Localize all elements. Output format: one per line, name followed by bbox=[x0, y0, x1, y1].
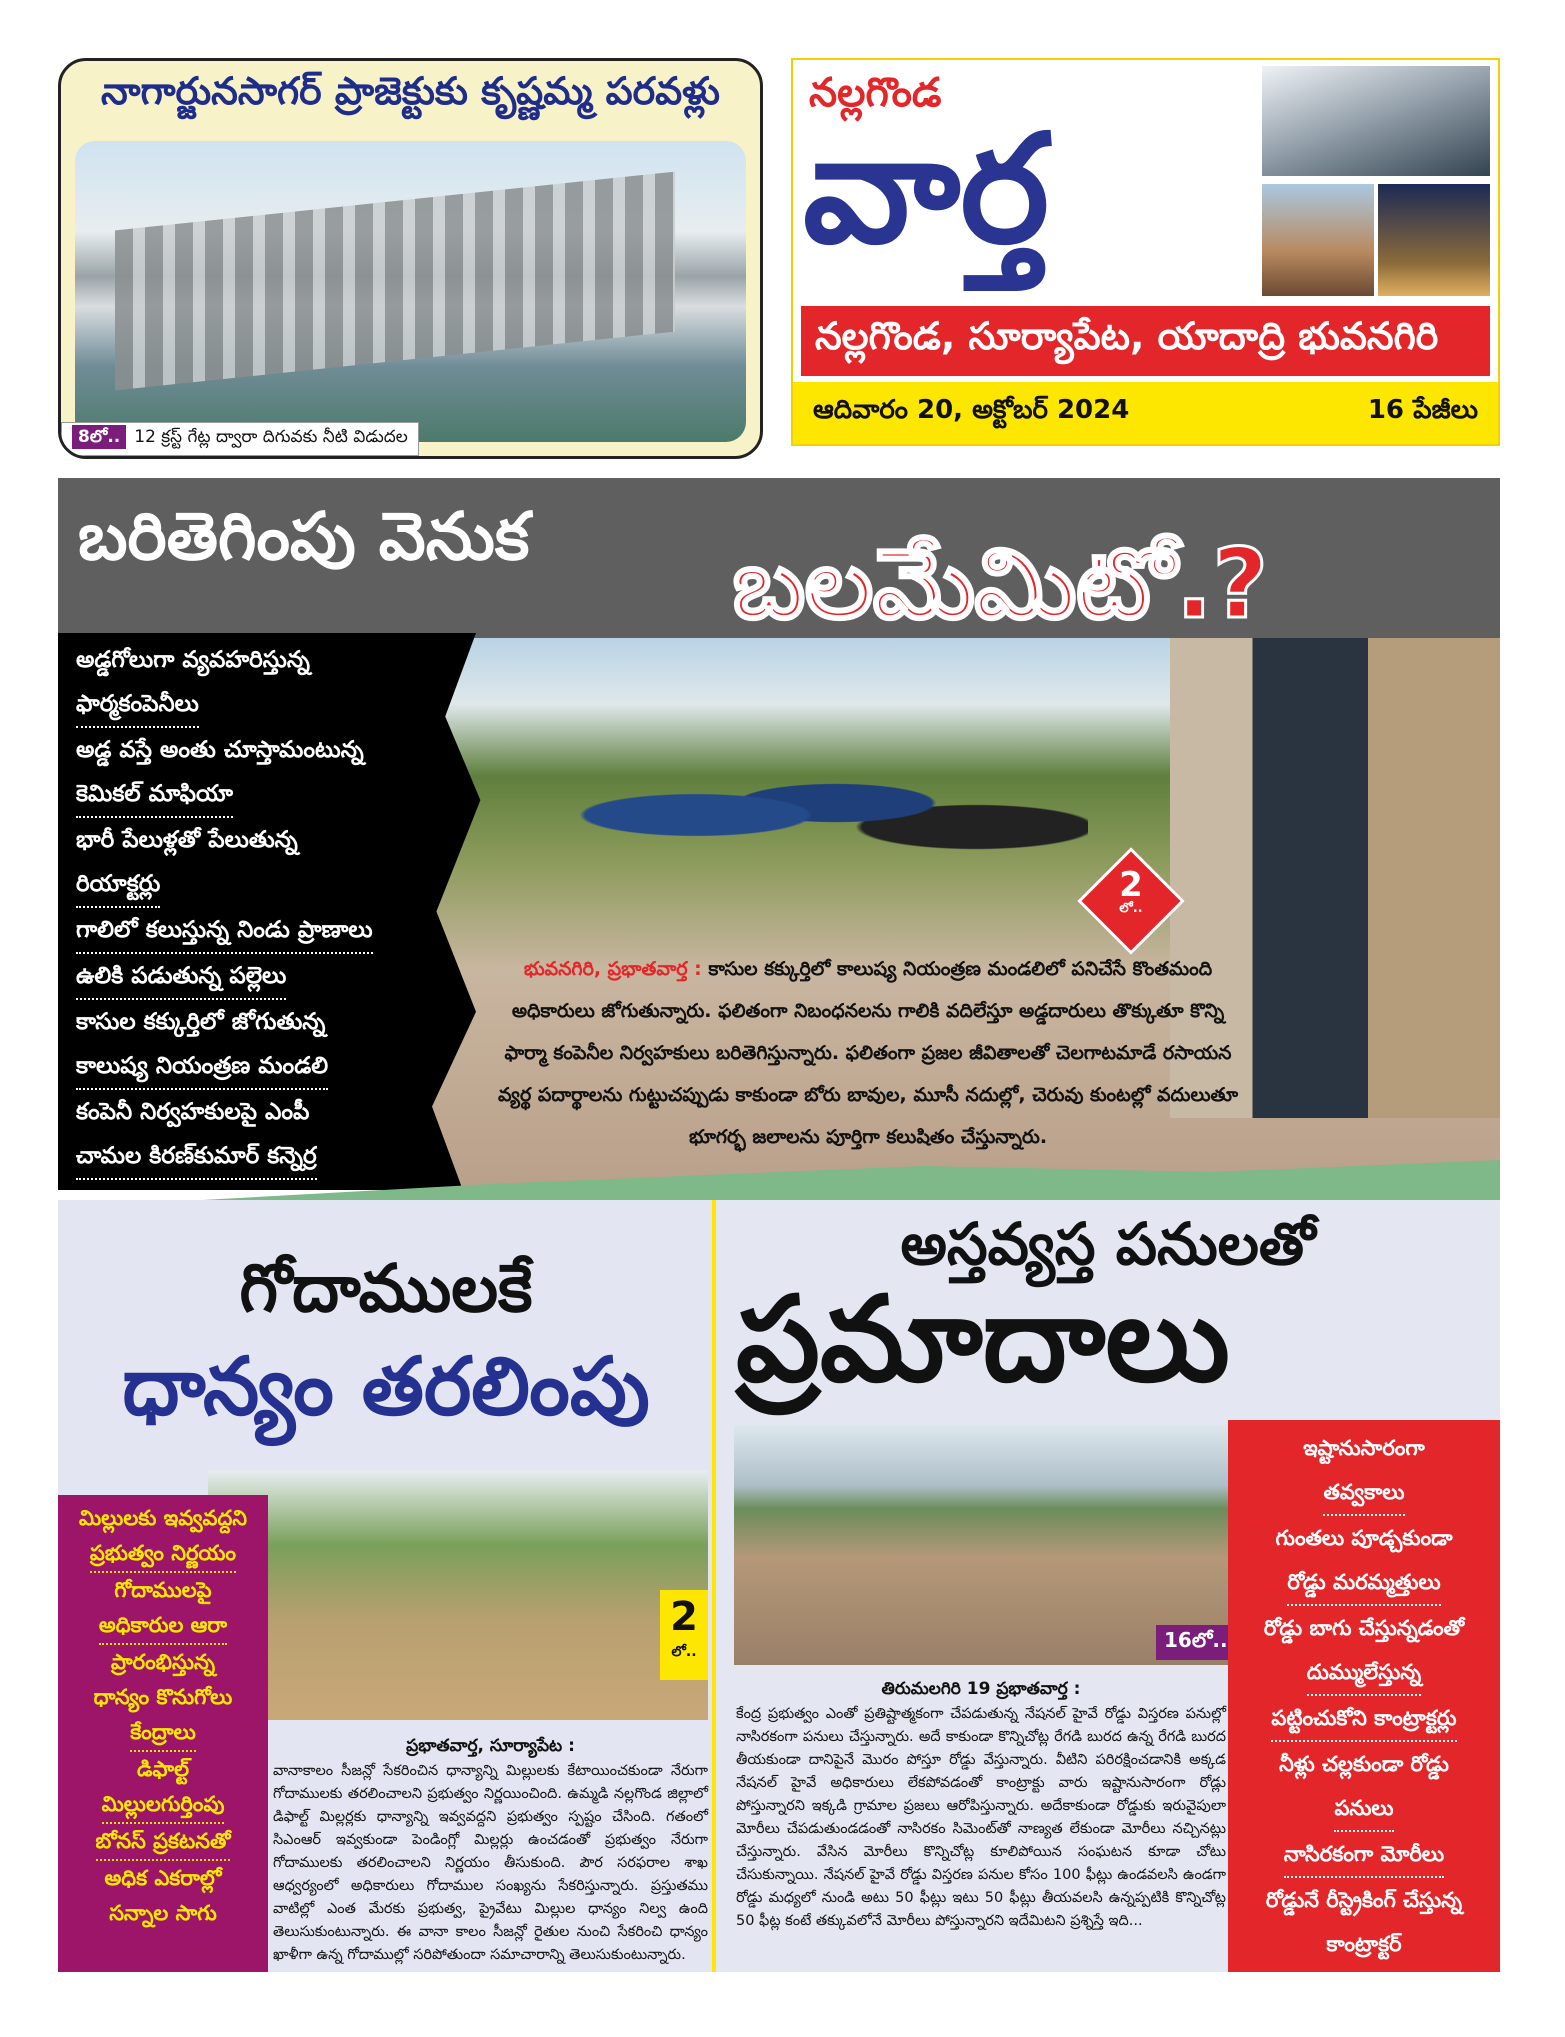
point-item: ఇష్టానుసారంగా bbox=[1303, 1436, 1425, 1460]
point-item: భారీ పేలుళ్లతో పేలుతున్న bbox=[76, 827, 298, 853]
page-ref-badge[interactable]: 2 లో.. bbox=[660, 1590, 708, 1680]
point-item: డిఫాల్ట్ bbox=[136, 1757, 190, 1781]
point-item: ప్రభుత్వం నిర్ణయం bbox=[90, 1536, 236, 1573]
dateline: తిరుమలగిరి 19 ప్రభాతవార్త : bbox=[881, 1679, 1081, 1699]
lead-story bbox=[58, 478, 1500, 1190]
point-item: రోడ్డు బాగు చేస్తున్నడంతో bbox=[1263, 1616, 1465, 1640]
point-item: కేంద్రాలు bbox=[130, 1715, 196, 1752]
point-item: అడ్డ వస్తే అంతు చూస్తామంటున్న bbox=[76, 737, 364, 763]
point-item: మిల్లులగుర్తింపు bbox=[102, 1787, 225, 1824]
page-ref-label[interactable]: 2 లో.. bbox=[1119, 865, 1143, 916]
right-points bbox=[1228, 1420, 1500, 1972]
drums-image bbox=[528, 743, 1088, 863]
top-story-headline: నాగార్జునసాగర్ ప్రాజెక్టుకు కృష్ణమ్మ పరవళ్లు bbox=[100, 69, 720, 113]
newspaper-logo: వార్త bbox=[803, 103, 1050, 277]
point-item: ఫార్మకంపెనీలు bbox=[76, 682, 199, 728]
point-item: కాంట్రాక్టర్ bbox=[1326, 1932, 1402, 1956]
right-headline-2: ప్రమాదాలు bbox=[736, 1270, 1230, 1408]
article-body: కేంద్ర ప్రభుత్వం ఎంతో ప్రతిష్టాత్మకంగా చేపడుతున్న నేషనల్ హైవే రోడ్డు విస్తరణ పనుల్లో నాసిరకంగా పనులు చేస్తున్నారు. అదే కాకుండా కొన్నిచోట్ల రేగడి బురద ఉన్న రేగడి బురద తీయకుండా దానిపైనే మొరం పోస్తూ రోడ్డు వేస్తున్నారు. వీటిని పరిరక్షించడానికి అక్కడ నేషనల్ హైవే అధికారులు లేకపోవడంతో కాంట్రాక్టు వారు ఇష్టానుసారంగా రోడ్లు పోస్తున్నారని ఇక్కడి గ్రామాల ప్రజలు ఆరోపిస్తున్నారు. అదేకాకుండా రోడ్డుకు ఇరువైపులా మోరీలు చేపడుతుండడంతో నాసిరకం సిమెంట్‌తో నాణ్యత లేకుండా మోరీలు నచ్చినట్లు చేస్తున్నారు. వేసిన మోరీలు కొన్నిచోట్ల కూలిపోయిన సంఘటన కూడా చోటు చేసుకున్నాయి. నేషనల్ హైవే రోడ్డు విస్తరణ పనుల కోసం 100 ఫీట్లు ఉండవలసి ఉండగా రోడ్డు మధ్యలో నుండి అటు 50 ఫీట్లు ఇటు 50 ఫీట్లు తీయవలసి ఉన్నప్పటికి కొన్నిచోట్ల 50 ఫీట్ల కంటే తక్కువలోనే మోరీలు పోస్తున్నారని ఇదేమిటని ప్రశ్నిస్తే ఇది... bbox=[736, 1706, 1226, 1929]
districts-banner: నల్లగొండ, సూర్యాపేట, యాదాద్రి భువనగిరి bbox=[801, 306, 1490, 376]
point-item: కాలుష్య నియంత్రణ మండలి bbox=[76, 1044, 328, 1090]
dam-gates-image bbox=[115, 172, 675, 391]
lead-points bbox=[76, 638, 436, 1180]
masthead-photo-temple bbox=[1262, 184, 1374, 296]
right-headline-1: అస్తవ్యస్త పనులతో bbox=[900, 1210, 1316, 1278]
masthead-photo-fort bbox=[1378, 184, 1490, 296]
left-headline-1: గోదాములకే bbox=[239, 1250, 533, 1327]
page-ref[interactable]: 8లో.. bbox=[72, 425, 126, 449]
point-item: నీళ్లు చల్లకుండా రోడ్డు bbox=[1279, 1752, 1449, 1776]
point-item: రోడ్డునే రీస్ట్రెకింగ్ చేస్తున్న bbox=[1265, 1888, 1463, 1912]
point-item: ప్రారంభిస్తున్న bbox=[111, 1650, 215, 1674]
point-item: బోనస్ ప్రకటనతో bbox=[96, 1824, 231, 1861]
point-item: ధాన్యం కొనుగోలు bbox=[93, 1685, 233, 1709]
point-item: అధిక ఎకరాల్లో bbox=[104, 1866, 222, 1890]
masthead-photo-dam bbox=[1262, 66, 1490, 176]
right-article bbox=[736, 1678, 1226, 1933]
point-item: నాసిరకంగా మోరీలు bbox=[1284, 1832, 1444, 1878]
date-bar bbox=[793, 382, 1498, 444]
point-item: కాసుల కక్కుర్తిలో జోగుతున్న bbox=[76, 1009, 326, 1035]
top-story-box[interactable] bbox=[58, 58, 763, 459]
point-item: కెమికల్ మాఫియా bbox=[76, 772, 233, 818]
page-ref-badge[interactable]: 16లో.. bbox=[1156, 1625, 1236, 1660]
grain-bags-photo bbox=[208, 1470, 708, 1720]
left-points bbox=[58, 1495, 268, 1972]
point-item: తవ్వకాలు bbox=[1323, 1470, 1404, 1516]
lead-body: భువనగిరి, ప్రభాతవార్త : కాసుల కక్కుర్తిలో కాలుష్య నియంత్రణ మండలిలో పనిచేసే కొంతమంది అధికారులు జోగుతున్నారు. ఫలితంగా నిబంధనలను గాలికి వదిలేస్తూ అడ్డదారులు తొక్కుతూ కొన్ని ఫార్మా కంపెనీల నిర్వహకులు బరితెగిస్తున్నారు. ఫలితంగా ప్రజల జీవితాలతో చెలగాటమాడే రసాయన వ్యర్థ పదార్థాలను గుట్టుచప్పుడు కాకుండా బోరు బావుల, మూసీ నదుల్లో, చెరువు కుంటల్లో వదులుతూ భూగర్భ జలాలను పూర్తిగా కలుషితం చేస్తున్నారు. bbox=[497, 958, 1239, 1148]
point-item: మిల్లులకు ఇవ్వవద్దని bbox=[78, 1506, 248, 1530]
point-item: గుంతలు పూడ్చకుండా bbox=[1275, 1526, 1453, 1550]
issue-date: ఆదివారం 20, అక్టోబర్ 2024 bbox=[813, 395, 1130, 425]
right-story bbox=[716, 1200, 1500, 1972]
point-item: ఉలికి పడుతున్న పల్లెలు bbox=[76, 954, 286, 1000]
point-item: గాలిలో కలుస్తున్న నిండు ప్రాణాలు bbox=[76, 908, 373, 954]
left-story bbox=[58, 1200, 714, 1972]
point-item: రియాక్టర్లు bbox=[76, 862, 160, 908]
article-body: వానాకాలం సీజన్లో సేకరించిన ధాన్యాన్ని మిల్లులకు కేటాయించకుండా నేరుగా గోదాములకు తరలించాలని ప్రభుత్వం నిర్ణయించింది. ఉమ్మడి నల్లగొండ జిల్లాలో డిఫాల్ట్ మిల్లర్లకు ధాన్యాన్ని ఇవ్వవద్దని ప్రభుత్వం స్పష్టం చేసింది. గతంలో సిఎంఆర్ ఇవ్వకుండా పెండింగ్లో మిల్లర్లు ఉంచడంతో ప్రభుత్వం నేరుగా గోదాములకు తరలించాలని నిర్ణయం తీసుకుంది. పౌర సరఫరాల శాఖ ఆధ్వర్యంలో అధికారులు గోదాముల సంఖ్యను సేకరిస్తున్నారు. ప్రస్తుతము వాటిల్లో ఎంత మేరకు ప్రభుత్వ, ప్రైవేటు మిల్లుల ధాన్యం నిల్వ ఉంది తెలుసుకుంటున్నారు. ఈ వానా కాలం సీజన్లో రైతుల నుంచి సేకరించి ధాన్యం ఖాళీగా ఉన్న గోదాముల్లో సరిపోతుందా సమాచారాన్ని తెలుసుకుంటున్నారు. bbox=[273, 1763, 708, 1963]
dateline: ప్రభాతవార్త, సూర్యాపేట : bbox=[406, 1736, 575, 1756]
point-item: పట్టించుకోని కాంట్రాక్టర్లు bbox=[1271, 1696, 1456, 1742]
masthead bbox=[791, 58, 1500, 446]
point-item: గోదాములపై bbox=[114, 1578, 212, 1602]
point-item: పనులు bbox=[1334, 1786, 1393, 1832]
point-item: అడ్డగోలుగా వ్యవహరిస్తున్న bbox=[76, 647, 310, 673]
top-story-caption bbox=[61, 422, 419, 456]
left-headline-2: ధాన్యం తరలింపు bbox=[122, 1340, 650, 1433]
point-item: దుమ్ములేస్తున్న bbox=[1307, 1650, 1421, 1696]
point-item: సన్నాల సాగు bbox=[109, 1901, 217, 1925]
point-item: చామల కిరణ్‌కుమార్ కన్నెర్ర bbox=[76, 1134, 317, 1180]
dam-photo bbox=[75, 141, 746, 442]
point-item: కంపెనీ నిర్వహకులపై ఎంపీ bbox=[76, 1099, 310, 1125]
left-article bbox=[273, 1735, 708, 1967]
point-item: అధికారుల ఆరా bbox=[99, 1608, 227, 1645]
lead-headline-2: బలమేమిటో.? bbox=[733, 528, 1269, 640]
point-item: రోడ్డు మరమ్మత్తులు bbox=[1287, 1560, 1440, 1606]
dateline: భువనగిరి, ప్రభాతవార్త : bbox=[523, 958, 702, 980]
caption-text: 12 క్రస్ట్ గేట్ల ద్వారా దిగువకు నీటి విడుదల bbox=[134, 427, 408, 447]
lead-headline-1: బరితెగింపు వెనుక bbox=[78, 498, 530, 575]
edition-name: నల్లగొండ bbox=[809, 70, 942, 116]
page-count: 16 పేజీలు bbox=[1367, 395, 1478, 425]
